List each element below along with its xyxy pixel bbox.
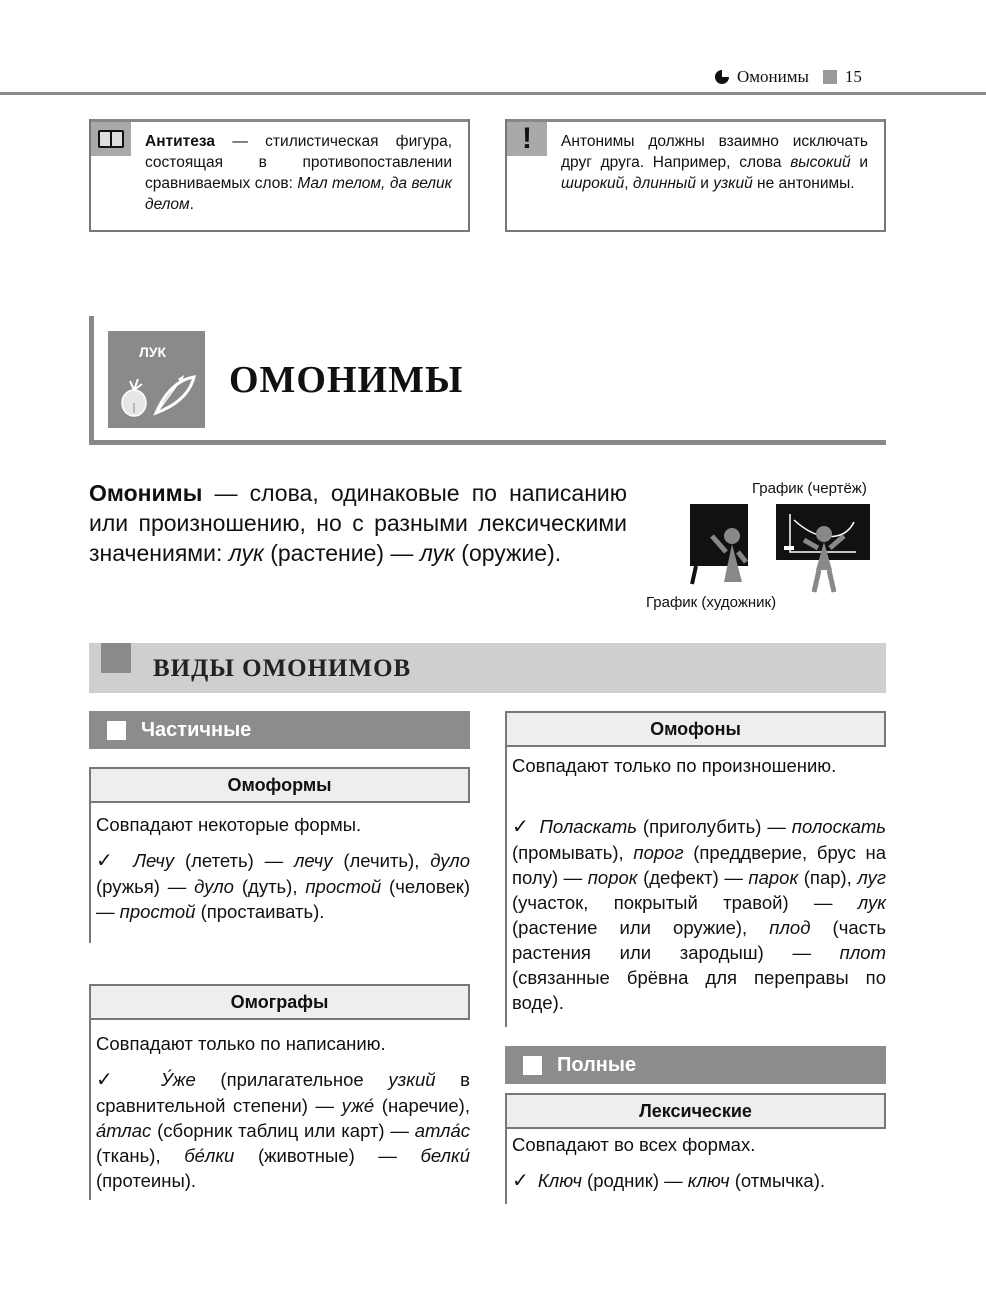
- caption-graph-artist: График (художник): [646, 594, 777, 611]
- heading-omografy: Омографы: [89, 984, 470, 1020]
- example-gloss: (протеины).: [96, 1170, 197, 1191]
- heading-omofony: Омофоны: [505, 711, 886, 747]
- chapter-marker-icon: [715, 70, 729, 84]
- example-word: порог: [633, 842, 684, 863]
- example-word: дуло: [430, 850, 471, 871]
- example-word: плот: [839, 942, 886, 963]
- example-gloss: (пар),: [798, 867, 858, 888]
- term-homonyms: Омонимы: [89, 480, 203, 506]
- chapter-title-block: [89, 316, 886, 445]
- header-title: Омонимы: [737, 67, 809, 86]
- example-word: уже́: [341, 1095, 375, 1116]
- note-text: ,: [624, 175, 633, 192]
- column-rule: [89, 1020, 91, 1200]
- example-word: луг: [857, 867, 886, 888]
- example-word: белки́: [420, 1145, 471, 1166]
- page-number: 15: [844, 67, 862, 86]
- example-gloss: (растение или оружие),: [512, 917, 770, 938]
- example-gloss: (ружья) —: [96, 876, 195, 897]
- example-gloss: (человек) —: [96, 876, 470, 922]
- note-example: узкий: [713, 175, 753, 192]
- example-gloss: (промывать),: [512, 842, 634, 863]
- exclamation-icon: !: [522, 122, 532, 155]
- example-gloss: (преддверие, брус на полу) —: [512, 842, 887, 888]
- title-left-rule: [89, 316, 94, 445]
- example-gloss: (отмычка).: [729, 1170, 825, 1191]
- book-icon-tab: [91, 122, 131, 156]
- example-gloss: (лечить),: [332, 850, 431, 871]
- note-text: не антонимы.: [752, 175, 855, 192]
- definition-example: лук: [419, 540, 455, 566]
- omoformy-examples: [96, 848, 470, 924]
- example-gloss: (участок, покрытый травой) —: [512, 892, 858, 913]
- graph-illustration: [686, 500, 876, 595]
- example-word: атла́с: [414, 1120, 470, 1141]
- example-gloss: (животные) —: [234, 1145, 421, 1166]
- example-word: бе́лки: [184, 1145, 235, 1166]
- section-title: ВИДЫ ОМОНИМОВ: [153, 655, 412, 682]
- example-word: а́тлас: [96, 1120, 152, 1141]
- onion-and-bow-illustration: [108, 331, 205, 428]
- header-divider: [0, 92, 986, 95]
- note-example: высокий: [790, 154, 851, 171]
- check-icon: ✓: [96, 850, 119, 872]
- omografy-intro: Совпадают только по написанию.: [96, 1033, 386, 1054]
- example-word: порок: [587, 867, 638, 888]
- example-word: дуло: [194, 876, 234, 897]
- caption-graph-drawing: График (чертёж): [752, 480, 867, 497]
- running-header: [715, 66, 890, 88]
- example-gloss: в сравнительной степени) —: [96, 1069, 471, 1116]
- definition-text: (оружие).: [454, 540, 562, 566]
- heading-lexical: Лексические: [505, 1093, 886, 1129]
- check-icon: ✓: [96, 1069, 133, 1091]
- example-word: лук: [857, 892, 886, 913]
- info-text: — стилистическая фигура, состоящая в противопоставлении сравниваемых слов:: [145, 133, 452, 192]
- info-box-antonyms-note: [505, 119, 886, 232]
- note-text: и: [695, 175, 714, 192]
- example-gloss: (сборник таблиц или карт) —: [151, 1120, 415, 1141]
- definition-example: лук: [228, 540, 264, 566]
- info-box-text: [561, 131, 868, 194]
- onion-bow-icon: [108, 331, 205, 428]
- example-gloss: (ткань),: [96, 1145, 185, 1166]
- example-word: лечу: [293, 850, 333, 871]
- example-gloss: (часть растения или зародыш) —: [512, 917, 886, 963]
- lexical-examples: [512, 1168, 892, 1194]
- column-rule: [505, 1129, 507, 1204]
- example-word: Поласкать: [539, 816, 637, 837]
- definition-text: (растение) —: [263, 540, 420, 566]
- example-word: полоскать: [791, 816, 886, 837]
- example-gloss: (родник) —: [581, 1170, 688, 1191]
- illustration-label: ЛУК: [139, 344, 167, 360]
- square-bullet-icon: [107, 721, 126, 740]
- square-bullet-icon: [523, 1056, 542, 1075]
- example-word: парок: [748, 867, 799, 888]
- example-word: узкий: [388, 1069, 436, 1090]
- example-word: простой: [305, 876, 382, 897]
- omoformy-intro: Совпадают некоторые формы.: [96, 814, 362, 835]
- section-header: [89, 643, 886, 693]
- check-icon: ✓: [512, 1170, 529, 1192]
- section-marker-icon: [101, 643, 131, 673]
- example-gloss: (связанные брёвна для переправы по воде).: [512, 967, 886, 1013]
- example-word: ключ: [687, 1170, 730, 1191]
- omofony-examples: [512, 814, 886, 1015]
- definition-paragraph: [89, 478, 627, 568]
- example-gloss: (прилагательное: [195, 1069, 389, 1090]
- heading-omoformy: Омоформы: [89, 767, 470, 803]
- note-example: длинный: [632, 175, 696, 192]
- example-gloss: (простаивать).: [195, 901, 325, 922]
- subsection-partial: [89, 711, 470, 749]
- subsection-full-label: Полные: [557, 1053, 637, 1076]
- example-gloss: (приголубить) —: [636, 816, 792, 837]
- check-icon: ✓: [512, 816, 530, 838]
- example-word: Ключ: [537, 1170, 582, 1191]
- example-word: У́же: [160, 1069, 196, 1090]
- example-gloss: (дуть),: [233, 876, 306, 897]
- book-icon: [98, 130, 124, 148]
- example-word: Лечу: [133, 850, 175, 871]
- subsection-partial-label: Частичные: [141, 718, 252, 741]
- chapter-title: ОМОНИМЫ: [229, 359, 464, 401]
- warning-icon-tab: [507, 122, 547, 156]
- subsection-full: [505, 1046, 886, 1084]
- definition-text: — слова, одинаковые по написанию или произношению, но с разными лексическими значениями:: [89, 480, 627, 566]
- omofony-intro: Совпадают только по произношению.: [512, 755, 837, 776]
- term-antithesis: Антитеза: [145, 133, 216, 150]
- example-word: плод: [769, 917, 811, 938]
- info-box-text: [145, 131, 452, 215]
- note-text: и: [850, 154, 868, 171]
- example-gloss: (лететь) —: [174, 850, 294, 871]
- square-marker-icon: [823, 70, 837, 84]
- column-rule: [89, 803, 91, 943]
- note-example: широкий: [561, 175, 625, 192]
- omografy-examples: [96, 1067, 470, 1193]
- example-gloss: (дефект) —: [637, 867, 749, 888]
- title-bottom-rule: [89, 440, 886, 445]
- lexical-intro: Совпадают во всех формах.: [512, 1134, 756, 1155]
- note-text: Антонимы должны взаимно исключать друг друга. Например, слова: [561, 133, 868, 171]
- info-box-antithesis: [89, 119, 470, 232]
- example-word: простой: [119, 901, 196, 922]
- info-text-end: .: [189, 196, 194, 213]
- column-rule: [505, 747, 507, 1027]
- example-gloss: (наречие),: [374, 1095, 470, 1116]
- info-example: Мал телом, да велик делом: [145, 175, 452, 213]
